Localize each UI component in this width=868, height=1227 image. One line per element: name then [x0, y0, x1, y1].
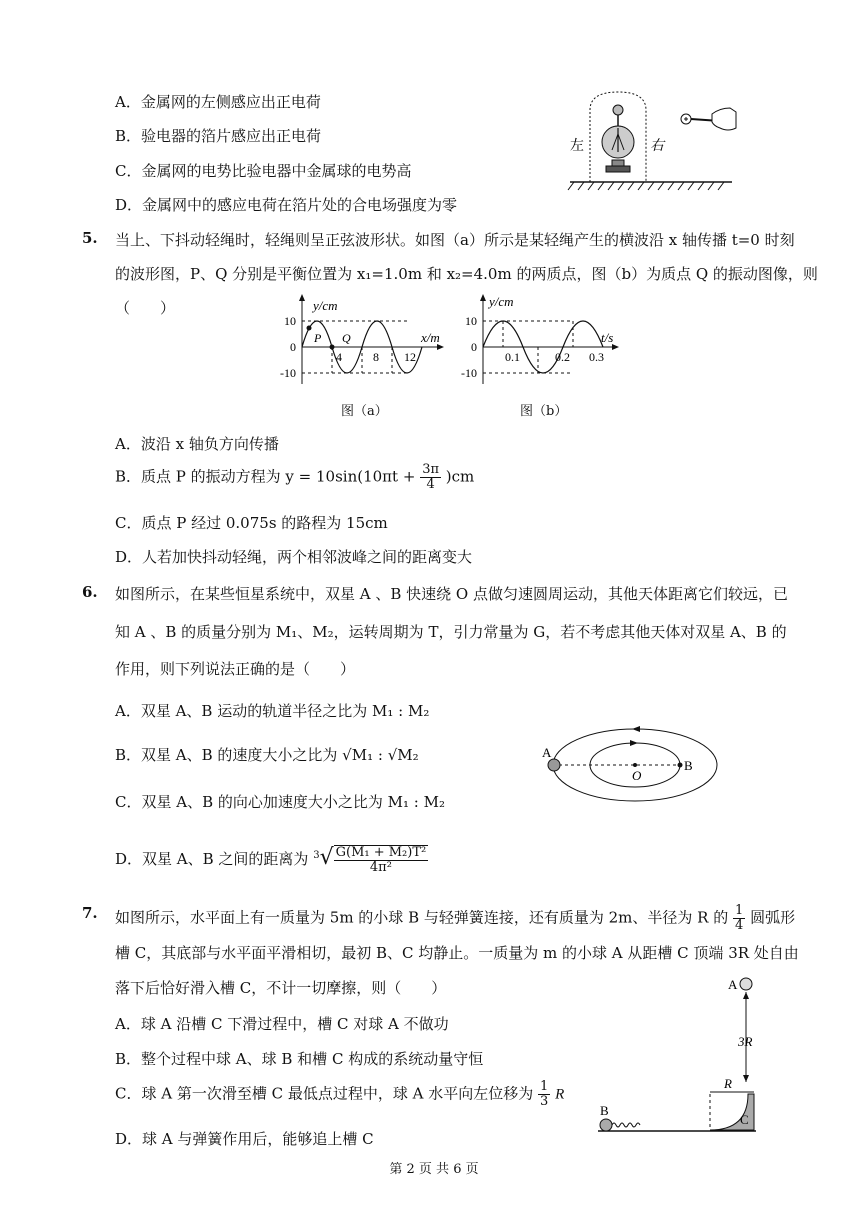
q4-label-right: 右: [650, 139, 664, 154]
q7-stem-line3: 落下后恰好滑入槽 C，不计一切摩擦，则（ ）: [115, 979, 447, 997]
q5-option-b-den: 4: [426, 477, 435, 492]
q5-option-c: C．质点 P 经过 0.075s 的路程为 15cm: [115, 514, 388, 532]
q4-option-c: C．金属网的电势比验电器中金属球的电势高: [115, 162, 412, 180]
q7-stem-frac-num: 1: [735, 903, 744, 918]
q5-number: 5.: [82, 229, 98, 247]
q5a-tick-8: 8: [373, 350, 379, 364]
q7-option-c: [115, 1080, 564, 1109]
q5b-tick-neg10: -10: [461, 366, 477, 380]
q5-option-a: A．波沿 x 轴负方向传播: [115, 435, 279, 453]
q6-option-c: C．双星 A、B 的向心加速度大小之比为 M₁ : M₂: [115, 793, 445, 811]
q6-option-d-den: 4π²: [369, 860, 392, 875]
q6-number: 6.: [82, 583, 98, 601]
q5-option-b-unit: )cm: [445, 467, 475, 486]
q5b-tick-0: 0: [471, 340, 477, 354]
q5a-tick-4: 4: [336, 350, 342, 364]
q5-option-b: [115, 463, 474, 492]
q6-stem-line2: 知 A 、B 的质量分别为 M₁、M₂，运转周期为 T，引力常量为 G，若不考虑其他天体对双星 A、B 的: [115, 623, 787, 641]
q7-label-c: C: [740, 1112, 749, 1127]
q7-option-c-r: R: [555, 1086, 565, 1103]
q5a-point-q: Q: [342, 331, 351, 345]
q7-stem-line2: 槽 C，其底部与水平面平滑相切，最初 B、C 均静止。一质量为 m 的小球 A 从距槽 C 顶端 3R 处自由: [115, 944, 799, 962]
q7-label-a: A: [728, 977, 738, 992]
q5b-ylabel: y/cm: [489, 294, 514, 309]
q7-option-c-text: C．球 A 第一次滑至槽 C 最低点过程中，球 A 水平向左位移为: [115, 1084, 534, 1103]
q6-stem-line3: 作用，则下列说法正确的是（ ）: [115, 660, 356, 678]
q5-stem-line2: 的波形图，P、Q 分别是平衡位置为 x₁=1.0m 和 x₂=4.0m 的两质点，图（b）为质点 Q 的振动图像，则: [115, 265, 818, 283]
q7-number: 7.: [82, 904, 98, 922]
q6-stem-line1: 如图所示，在某些恒星系统中，双星 A 、B 快速绕 O 点做匀速圆周运动，其他天体距离它们较远，已: [115, 585, 788, 603]
q6-option-b: B．双星 A、B 的速度大小之比为 √M₁ : √M₂: [115, 746, 419, 764]
q5a-caption: 图（a）: [341, 404, 388, 419]
q5-stem-line1: 当上、下抖动轻绳时，轻绳则呈正弦波形状。如图（a）所示是某轻绳产生的横波沿 x 轴传播 t=0 时刻: [115, 231, 795, 249]
q5a-tick-10: 10: [284, 314, 296, 328]
q7-option-a: A．球 A 沿槽 C 下滑过程中，槽 C 对球 A 不做功: [115, 1015, 449, 1033]
q5a-tick-0: 0: [290, 340, 296, 354]
q5b-tick-10: 10: [465, 314, 477, 328]
q7-option-d: D．球 A 与弹簧作用后，能够追上槽 C: [115, 1130, 374, 1148]
q5b-tick-0.3: 0.3: [589, 350, 604, 364]
page-footer: 第 2 页 共 6 页: [389, 1162, 479, 1177]
q6-option-d-text: D．双星 A、B 之间的距离为: [115, 850, 309, 868]
q6-option-d-root-index: 3: [313, 850, 320, 861]
q7-stem-line1-text: 如图所示，水平面上有一质量为 5m 的小球 B 与轻弹簧连接，还有质量为 2m、半径为 R 的: [115, 908, 729, 927]
q7-apparatus-figure: [590, 970, 760, 1135]
q7-label-b: B: [600, 1103, 609, 1118]
q5-stem-paren: （ ）: [115, 299, 176, 317]
q5a-point-p: P: [314, 331, 322, 345]
q6-option-a: A．双星 A、B 运动的轨道半径之比为 M₁ : M₂: [115, 702, 430, 720]
q5a-xlabel: x/m: [421, 330, 440, 345]
q4-option-d: D．金属网中的感应电荷在箔片处的合电场强度为零: [115, 196, 458, 214]
q5-option-b-text: B．质点 P 的振动方程为 y = 10sin(10πt +: [115, 467, 416, 486]
q6-option-d-num: G(M₁ + M₂)T²: [335, 845, 427, 860]
q5b-tick-0.2: 0.2: [555, 350, 570, 364]
q4-option-b: B．验电器的箔片感应出正电荷: [115, 127, 322, 145]
q5b-xlabel: t/s: [601, 330, 614, 345]
q5a-ylabel: y/cm: [313, 298, 338, 313]
q7-option-b: B．整个过程中球 A、球 B 和槽 C 构成的系统动量守恒: [115, 1050, 484, 1068]
q5-option-b-num: 3π: [422, 462, 440, 477]
q4-electroscope-figure: [560, 88, 740, 196]
q5-figure-a: [280, 290, 450, 388]
q4-option-a: A．金属网的左侧感应出正电荷: [115, 93, 321, 111]
q6-label-b: B: [684, 758, 693, 773]
q6-label-a: A: [542, 745, 552, 760]
q7-stem-line1-tail: 圆弧形: [750, 908, 796, 927]
q4-label-left: 左: [570, 139, 584, 154]
q5-option-d: D．人若加快抖动轻绳，两个相邻波峰之间的距离变大: [115, 548, 473, 566]
q7-stem-frac-den: 4: [735, 918, 744, 933]
q5b-tick-0.1: 0.1: [505, 350, 520, 364]
q5a-tick-neg10: -10: [280, 366, 296, 380]
q5a-tick-12: 12: [404, 350, 416, 364]
q6-binary-star-figure: [540, 725, 730, 805]
q7-option-c-num: 1: [540, 1079, 549, 1094]
q5b-caption: 图（b）: [520, 404, 568, 419]
q6-option-d: D．双星 A、B 之间的距离为 $^3$√ $\frac{\text{G(M₁ + M₂)T²}}{\text{4π²}}$: [115, 845, 427, 875]
q6-label-o: O: [632, 768, 642, 783]
q7-label-r: R: [724, 1076, 732, 1091]
q7-option-c-den: 3: [540, 1094, 549, 1109]
q5-figure-b: [455, 290, 625, 388]
q7-label-3r: 3R: [738, 1034, 753, 1049]
q7-stem-line1: [115, 904, 795, 933]
